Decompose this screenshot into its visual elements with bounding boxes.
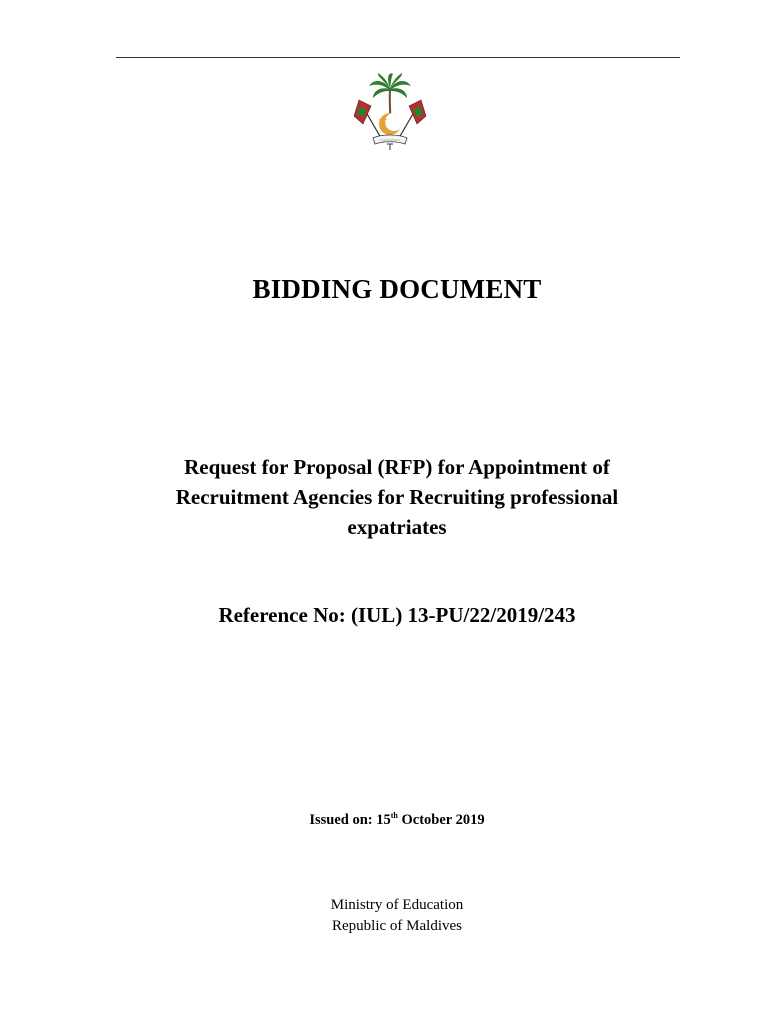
document-title: BIDDING DOCUMENT [252,274,542,304]
country-name: Republic of Maldives [332,918,462,934]
ministry-name: Ministry of Education [330,897,464,913]
rfp-line: Request for Proposal (RFP) for Appointment of [184,455,610,479]
issuing-authority [0,895,770,937]
rfp-line: Recruitment Agencies for Recruiting professional [175,485,619,509]
issued-prefix: Issued on: 15 [309,812,391,828]
reference-number: Reference No: (IUL) 13-PU/22/2019/243 [218,603,576,627]
top-rule [116,57,680,58]
rfp-heading [100,452,694,542]
issued-ordinal: th [390,811,398,820]
issued-rest: October 2019 [397,812,485,828]
issued-date [0,812,770,829]
maldives-state-emblem-icon [351,72,429,152]
rfp-line: expatriates [347,515,447,539]
